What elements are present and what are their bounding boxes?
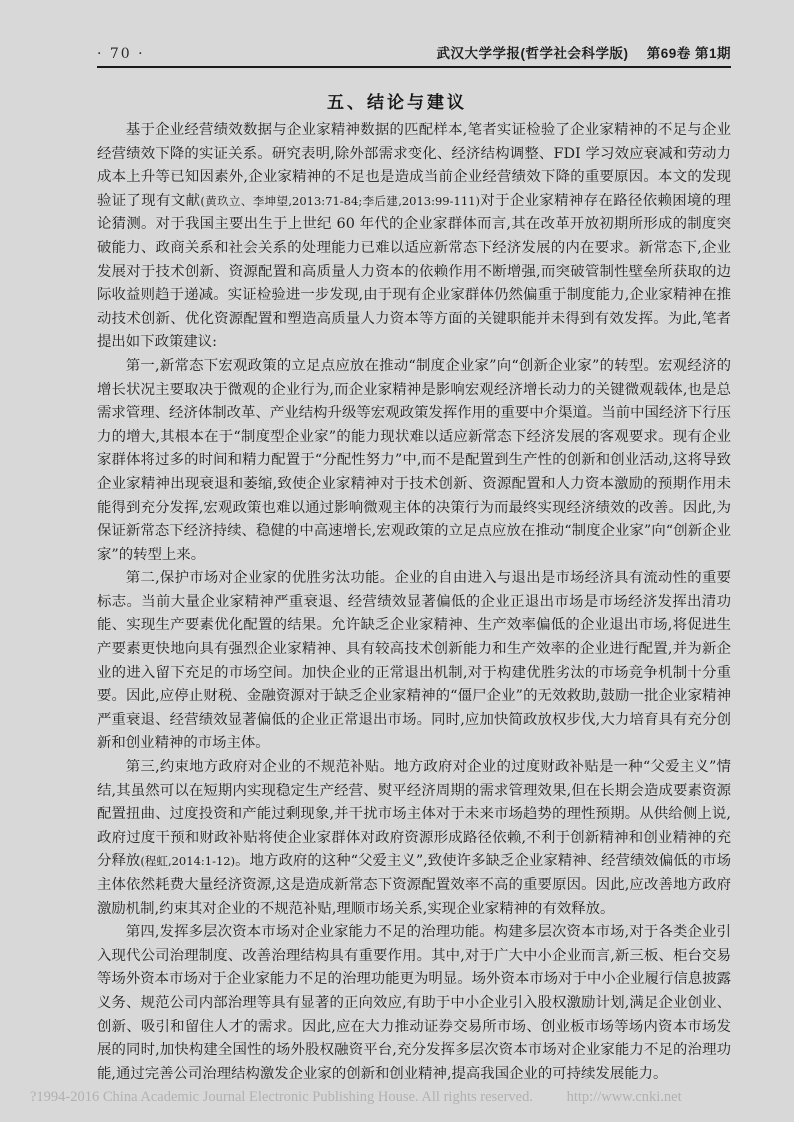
paragraph [97,756,731,921]
inline-citation: (程虹,2014:1-12) [140,854,236,869]
paragraph-text: 基于企业经营绩效数据与企业家精神数据的匹配样本,笔者实证检验了企业家精神的不足与企业经营绩效下降的实证关系。研究表明,除外部需求变化、经济结构调整、FDI 学习效应衰减和劳动力成本上升等已知因素外,企业家精神的不足也是造成当前企业经营绩效下降的重要原因。本文的发现验证了现有文献 [97,122,731,209]
cnki-url: http://www.cnki.net [566,1089,682,1105]
copyright-text: ?1994-2016 China Academic Journal Electronic Publishing House. All rights reserved. [30,1089,533,1105]
page-header [97,42,731,62]
header-rule [97,66,731,68]
paragraph-text: 。地方政府的这种“父爱主义”,致使许多缺乏企业家精神、经营绩效偏低的市场主体依然耗费大量经济资源,这是造成新常态下资源配置效率不高的重要原因。因此,应改善地方政府激励机制,约束其对企业的不规范补贴,理顺市场关系,实现企业家精神的有效释放。 [97,853,731,917]
page-number: · 70 · [97,46,145,62]
paragraph [97,119,731,355]
paragraph [97,567,731,756]
volume-issue: 第69卷 第1期 [646,46,731,61]
journal-title-line [436,42,731,62]
inline-citation: (黄玖立、李坤望,2013:71-84;李后建,2013:99-111) [200,193,480,208]
paragraph [97,355,731,567]
paragraph-text: 第三,约束地方政府对企业的不规范补贴。地方政府对企业的过度财政补贴是一种“父爱主义”情结,其虽然可以在短期内实现稳定生产经营、熨平经济周期的需求管理效果,但在长期会造成要素资源配置扭曲、过度投资和产能过剩现象,并干扰市场主体对于未来市场趋势的理性预期。从供给侧上说,政府过度干预和财政补贴将使企业家群体对政府资源形成路径依赖,不利于创新精神和创业精神的充分释放 [97,759,731,870]
journal-name: 武汉大学学报(哲学社会科学版) [436,46,629,61]
paragraph-text: 第一,新常态下宏观政策的立足点应放在推动“制度企业家”向“创新企业家”的转型。宏观经济的增长状况主要取决于微观的企业行为,而企业家精神是影响宏观经济增长动力的关键微观载体,也是总需求管理、经济体制改革、产业结构升级等宏观政策发挥作用的重要中介渠道。当前中国经济下行压力的增大,其根本在于“制度型企业家”的能力现状难以适应新常态下经济发展的客观要求。现有企业家群体将过多的时间和精力配置于“分配性努力”中,而不是配置到生产性的创新和创业活动,这将导致企业家精神出现衰退和萎缩,致使企业家精神对于技术创新、资源配置和人力资本激励的预期作用未能得到充分发挥,宏观政策也难以通过影响微观主体的决策行为而最终实现经济绩效的改善。因此,为保证新常态下经济持续、稳健的中高速增长,宏观政策的立足点应放在推动“制度企业家”向“创新企业家”的转型上来。 [97,357,731,563]
paragraph [97,921,731,1086]
paragraph-text: 对于企业家精神存在路径依赖困境的理论猜测。对于我国主要出生于上世纪 60 年代的企业家群体而言,其在改革开放初期所形成的制度突破能力、政商关系和社会关系的处理能力已难以适应新常态下经济发展的内在要求。新常态下,企业发展对于技术创新、资源配置和高质量人力资本的依赖作用不断增强,而突破管制性壁垒所获取的边际收益则趋于递减。实证检验进一步发现,由于现有企业家群体仍然偏重于制度能力,企业家精神在推动技术创新、优化资源配置和塑造高质量人力资本等方面的关键职能并未得到有效发挥。为此,笔者提出如下政策建议: [97,192,731,351]
paragraph-text: 第二,保护市场对企业家的优胜劣汰功能。企业的自由进入与退出是市场经济具有流动性的重要标志。当前大量企业家精神严重衰退、经营绩效显著偏低的企业正退出市场是市场经济发挥出清功能、实现生产要素优化配置的结果。允许缺乏企业家精神、生产效率偏低的企业退出市场,将促进生产要素更快地向具有强烈企业家精神、具有较高技术创新能力和生产效率的企业进行配置,并为新企业的进入留下充足的市场空间。加快企业的正常退出机制,对于构建优胜劣汰的市场竞争机制十分重要。因此,应停止财税、金融资源对于缺乏企业家精神的“僵尸企业”的无效救助,鼓励一批企业家精神严重衰退、经营绩效显著偏低的企业正常退出市场。同时,应加快简政放权步伐,大力培育具有充分创新和创业精神的市场主体。 [97,570,731,752]
article-body [97,119,731,1086]
page-footer [30,1089,682,1106]
paragraph-text: 第四,发挥多层次资本市场对企业家能力不足的治理功能。构建多层次资本市场,对于各类企业引入现代公司治理制度、改善治理结构具有重要作用。其中,对于广大中小企业而言,新三板、柜台交易等场外资本市场对于企业家能力不足的治理功能更为明显。场外资本市场对于中小企业履行信息披露义务、规范公司内部治理等具有显著的正向效应,有助于中小企业引入股权激励计划,满足企业创业、创新、吸引和留住人才的需求。因此,应在大力推动证券交易所市场、创业板市场等场内资本市场发展的同时,加快构建全国性的场外股权融资平台,充分发挥多层次资本市场对企业家能力不足的治理功能,通过完善公司治理结构激发企业家的创新和创业精神,提高我国企业的可持续发展能力。 [97,924,731,1082]
section-title: 五、结论与建议 [327,93,467,112]
